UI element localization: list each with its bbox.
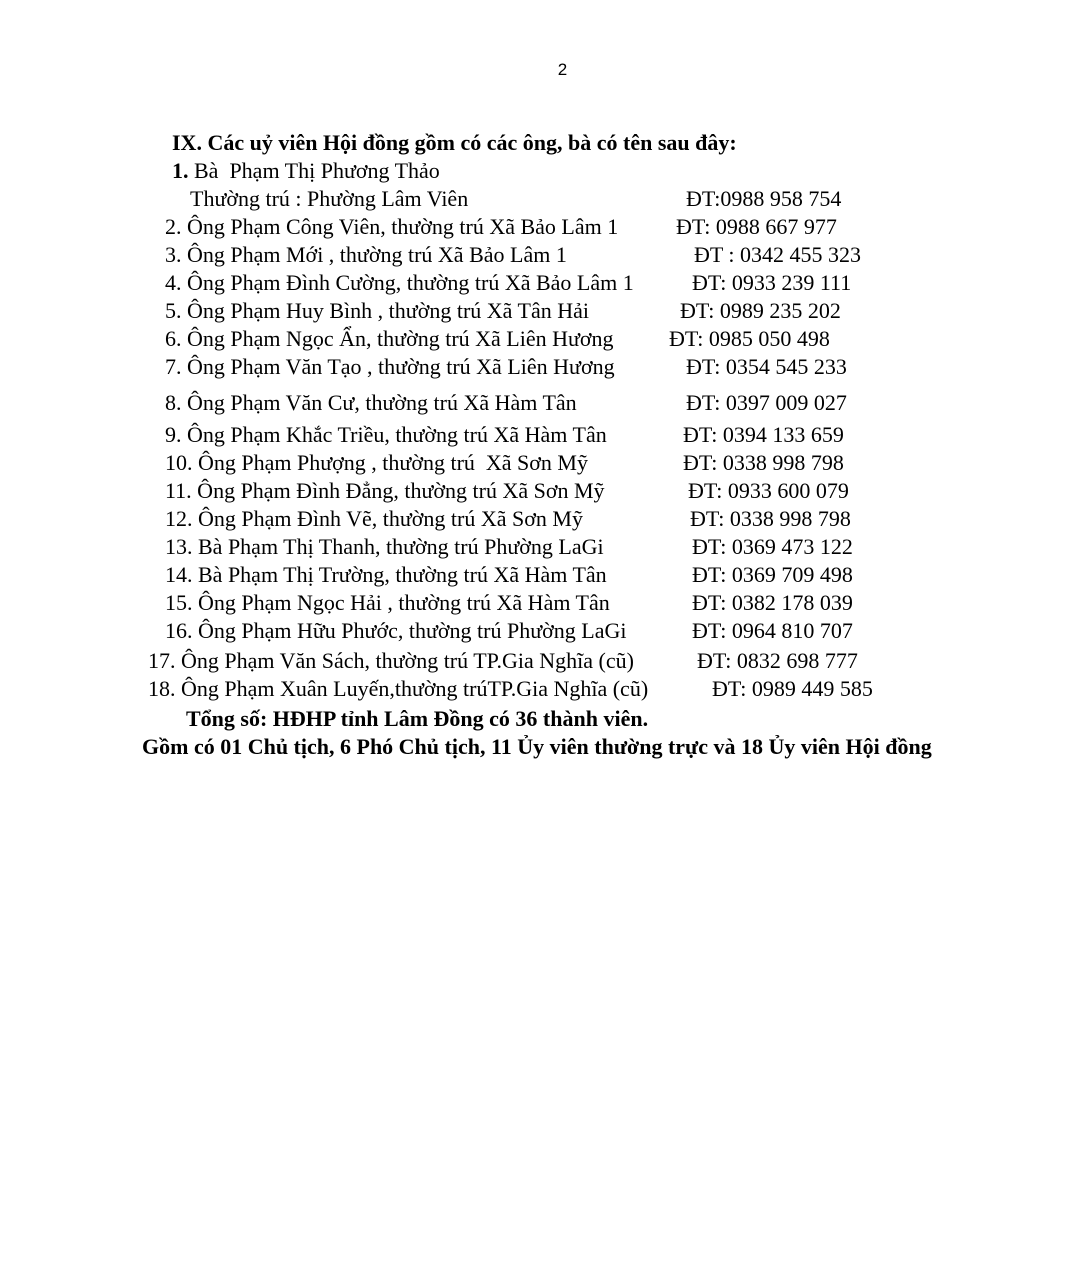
- member-phone: ĐT: 0964 810 707: [692, 618, 853, 643]
- member-phone: ĐT: 0369 709 498: [692, 562, 853, 587]
- member-text: 13. Bà Phạm Thị Thanh, thường trú Phường LaGi: [165, 534, 604, 559]
- member-phone: ĐT: 0397 009 027: [686, 390, 847, 415]
- member-text: 14. Bà Phạm Thị Trường, thường trú Xã Hàm Tân: [165, 562, 607, 587]
- member-phone: ĐT: 0338 998 798: [683, 450, 844, 475]
- member-text: 12. Ông Phạm Đình Vẽ, thường trú Xã Sơn Mỹ: [165, 506, 583, 531]
- member-phone: ĐT : 0342 455 323: [694, 242, 862, 267]
- member-phone: ĐT: 0354 545 233: [686, 354, 847, 379]
- member-phone: ĐT: 0988 667 977: [676, 214, 837, 239]
- member-text: 7. Ông Phạm Văn Tạo , thường trú Xã Liên Hương: [165, 354, 615, 379]
- member-phone: ĐT: 0985 050 498: [669, 326, 830, 351]
- member-text: 10. Ông Phạm Phượng , thường trú Xã Sơn Mỹ: [165, 450, 588, 475]
- member-name: Bà Phạm Thị Phương Thảo: [188, 158, 440, 183]
- member-phone-1: ĐT:0988 958 754: [686, 186, 842, 211]
- member-phone: ĐT: 0933 239 111: [692, 270, 852, 295]
- member-phone: ĐT: 0832 698 777: [697, 648, 858, 673]
- member-number: 1.: [172, 158, 189, 183]
- member-text: 5. Ông Phạm Huy Bình , thường trú Xã Tân Hải: [165, 298, 590, 323]
- member-text: 15. Ông Phạm Ngọc Hải , thường trú Xã Hàm Tân: [165, 590, 610, 615]
- member-phone: ĐT: 0394 133 659: [683, 422, 844, 447]
- member-phone: ĐT: 0338 998 798: [690, 506, 851, 531]
- member-residence-1: Thường trú : Phường Lâm Viên: [190, 186, 469, 211]
- section-heading: IX. Các uỷ viên Hội đồng gồm có các ông, bà có tên sau đây:: [172, 130, 737, 155]
- member-text: 2. Ông Phạm Công Viên, thường trú Xã Bảo Lâm 1: [165, 214, 619, 239]
- summary-line: Gồm có 01 Chủ tịch, 6 Phó Chủ tịch, 11 Ủy viên thường trực và 18 Ủy viên Hội đồng: [142, 734, 932, 759]
- member-text: 11. Ông Phạm Đình Đẳng, thường trú Xã Sơn Mỹ: [165, 478, 605, 503]
- total-line: Tổng số: HĐHP tỉnh Lâm Đồng có 36 thành viên.: [186, 706, 649, 731]
- member-phone: ĐT: 0382 178 039: [692, 590, 853, 615]
- member-phone: ĐT: 0989 449 585: [712, 676, 873, 701]
- member-text: 17. Ông Phạm Văn Sách, thường trú TP.Gia Nghĩa (cũ): [148, 648, 634, 673]
- member-text: 18. Ông Phạm Xuân Luyến,thường trúTP.Gia Nghĩa (cũ): [148, 676, 649, 701]
- member-text: 16. Ông Phạm Hữu Phước, thường trú Phường LaGi: [165, 618, 627, 643]
- page-number: 2: [557, 60, 568, 79]
- member-text: 9. Ông Phạm Khắc Triều, thường trú Xã Hàm Tân: [165, 422, 607, 447]
- member-text: 3. Ông Phạm Mới , thường trú Xã Bảo Lâm 1: [165, 242, 567, 267]
- member-phone: ĐT: 0369 473 122: [692, 534, 853, 559]
- member-phone: ĐT: 0989 235 202: [680, 298, 841, 323]
- member-line-1: [172, 158, 440, 184]
- member-text: 4. Ông Phạm Đình Cường, thường trú Xã Bảo Lâm 1: [165, 270, 634, 295]
- member-text: 8. Ông Phạm Văn Cư, thường trú Xã Hàm Tân: [165, 390, 577, 415]
- member-text: 6. Ông Phạm Ngọc Ẩn, thường trú Xã Liên Hương: [165, 326, 614, 351]
- member-phone: ĐT: 0933 600 079: [688, 478, 849, 503]
